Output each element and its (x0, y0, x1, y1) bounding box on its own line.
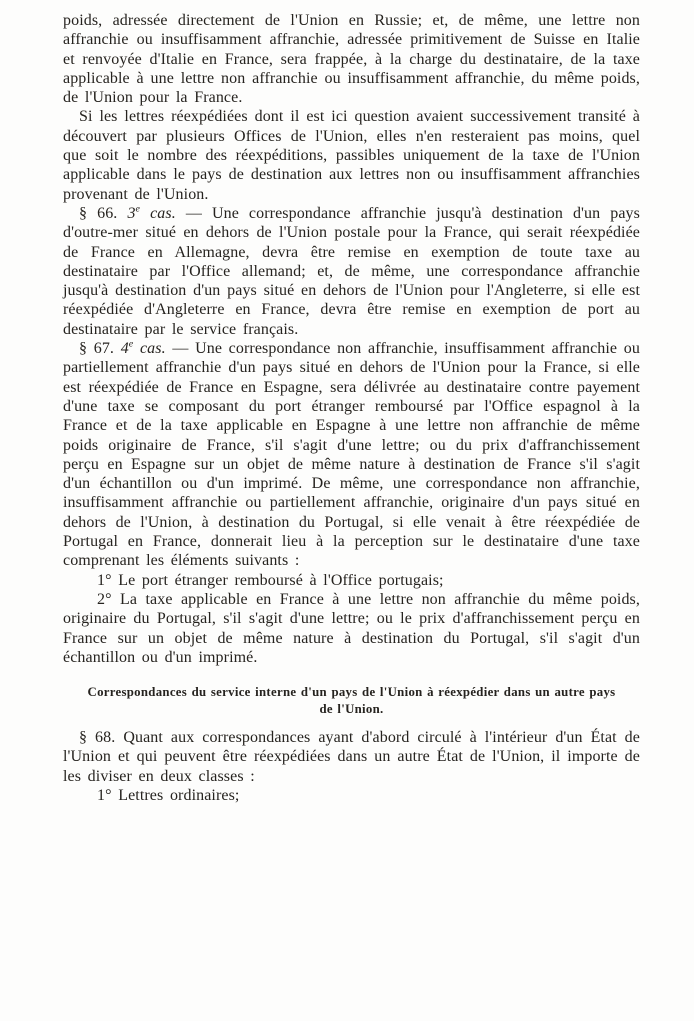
section-67-text: Une correspondance non affranchie, insuffisamment affranchie ou partiellement affranchie d'un pays situé en dehors de l'Union pour la France, si elle est réexpédiée de France en Espagne, sera délivrée au destinataire contre payement d'une taxe se composant du port étranger remboursé par l'Office espagnol à la France et de la taxe applicable en Espagne à une lettre non affranchie de même poids originaire de France, s'il s'agit d'une lettre; ou du prix d'affranchissement perçu en Espagne sur un objet de même nature à destination de France s'il s'agit d'un échantillon ou d'un imprimé. De même, une correspondance non affranchie, insuffisamment affranchie ou partiellement affranchie, originaire d'un pays situé en dehors de l'Union, à destination du Portugal, si elle venait à être réexpédiée de Portugal en France, donnerait lieu à la perception sur le destinataire d'une taxe comprenant les éléments suivants : (63, 340, 640, 570)
em-dash: — (185, 204, 202, 222)
case-label-3 (127, 205, 175, 222)
case-3-superscript: e (135, 203, 141, 215)
case-3-word: cas. (150, 204, 176, 222)
case-4-word: cas. (139, 340, 166, 358)
list-marker: 2° (97, 590, 112, 608)
list-marker: 1° (97, 571, 112, 589)
section-66-number: § 66. (79, 204, 118, 222)
subsection-heading: Correspondances du service interne d'un pays de l'Union à réexpédier dans un autre pays de l'Union. (87, 685, 616, 717)
list-item-text: Le port étranger remboursé à l'Office portugais; (118, 571, 444, 589)
section-66-text: Une correspondance affranchie jusqu'à destination d'un pays d'outre-mer situé en dehors de l'Union postale pour la France, qui serait réexpédiée de France en Allemagne, devra être remise en exemption de toute taxe au destinataire par l'Office allemand; et, de même, une correspondance affranchie jusqu'à destination d'un pays situé en dehors de l'Union pour l'Angleterre, si elle est réexpédiée d'Angleterre en France, devra être remise en exemption de port au destinataire par le service français. (63, 204, 640, 338)
paragraph-section-68 (63, 728, 640, 786)
paragraph-section-66 (63, 204, 640, 339)
list-item-classes-1 (63, 786, 640, 805)
list-marker: 1° (97, 786, 112, 804)
paragraph-reexpedition: Si les lettres réexpédiées dont il est ici question avaient successivement transité à découvert par plusieurs Offices de l'Union, elles n'en resteraient pas moins, quel que soit le nombre des réexpéditions, passibles uniquement de la taxe de l'Union applicable dans le pays de destination aux lettres non ou insuffisamment affranchies provenant de l'Union. (63, 108, 640, 203)
em-dash: — (172, 340, 189, 358)
list-item-portugal-1 (63, 571, 640, 590)
section-67-number: § 67. (79, 340, 115, 358)
section-68-number: § 68. (79, 729, 116, 747)
section-68-text: Quant aux correspondances ayant d'abord circulé à l'intérieur d'un État de l'Union et qui peuvent être réexpédiées dans un autre État de l'Union, il importe de les diviser en deux classes : (63, 729, 640, 785)
case-4-number: 4 (120, 340, 129, 358)
paragraph-continuation: poids, adressée directement de l'Union en Russie; et, de même, une lettre non affranchie ou insuffisamment affranchie, adressée primitivement de Suisse en Italie et renvoyée d'Italie en France, sera frappée, à la charge du destinataire, de la taxe applicable à une lettre non affranchie ou insuffisamment affranchie, du même poids, de l'Union pour la France. (63, 12, 640, 107)
case-3-number: 3 (127, 204, 136, 222)
case-4-superscript: e (128, 338, 134, 350)
case-label-4 (121, 340, 166, 357)
list-item-text: Lettres ordinaires; (118, 786, 240, 804)
list-item-text: La taxe applicable en France à une lettre non affranchie du même poids, originaire du Portugal, s'il s'agit d'une lettre; ou le prix d'affranchissement perçu en France sur un objet de même nature à destination du Portugal, s'il s'agit d'un échantillon ou d'un imprimé. (63, 590, 640, 666)
paragraph-section-67 (63, 339, 640, 571)
list-item-portugal-2 (63, 590, 640, 667)
